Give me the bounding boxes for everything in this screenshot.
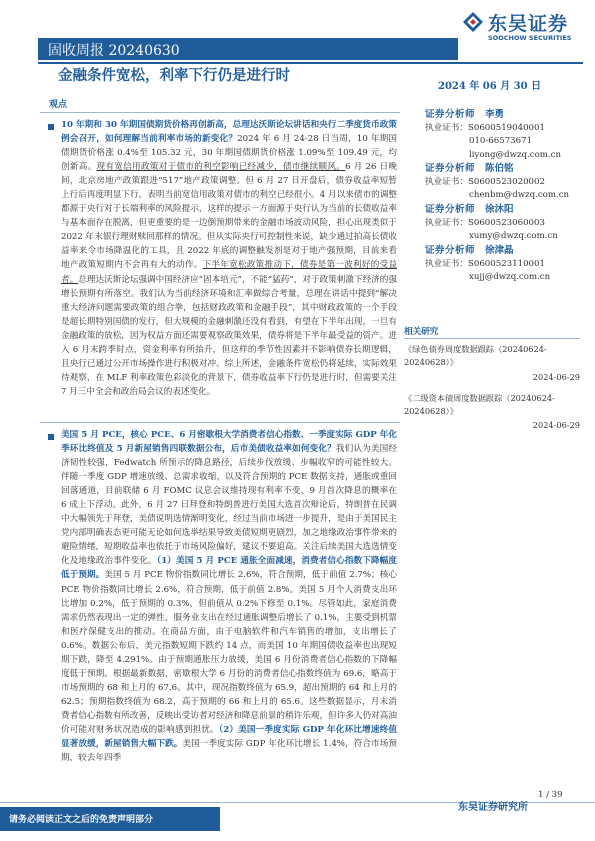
company-logo	[462, 7, 580, 49]
cert-label: 执业证书：	[425, 218, 468, 229]
related-divider	[404, 338, 580, 339]
cert-label: 执业证书：	[425, 177, 468, 188]
analyst-email[interactable]: xumy@dwzq.com.cn	[469, 231, 558, 242]
bullet-icon	[48, 124, 54, 130]
paragraph-1-text-c: 总理达沃斯论坛强调中国经济应“固本培元”，不能“猛药”，对于政策刺激下经济的强增长预期有所落空。我们认为当前经济环境和汇率做综合考量，总理在讲话中提到“解决重大经济问题需要政策的组合拳，包括财政政策和金融手段”，其中财政政策的一个手段是超长期特别国债的发行，但大规模的金融刺激还没有看到，有望在下半年出现，一旦有金融政策的放松，因为权益方面还需要观察政策效果，债券将是下半年最受益的资产。进入 6 月末跨季时点，资金利率有所抬升，但这样的季节性因素并不影响债券长期逻辑，且央行已通过公开市场操作进行积极对冲。综上所述，金融条件宽松仍将延续，实际效果待观察，在 MLF 利率政策色彩淡化的背景下，债券收益率下行仍是进行时，但需要关注 7 月三中全会和政治局会议的表述变化。	[61, 274, 397, 397]
analyst-email[interactable]: liyong@dwzq.com.cn	[469, 149, 561, 160]
analyst-role: 证券分析师	[425, 204, 476, 215]
analyst-role: 证券分析师	[425, 245, 476, 256]
bullet-icon	[48, 434, 54, 440]
related-report-date: 2024-06-29	[532, 420, 580, 430]
analyst-phone: 010-66573671	[469, 136, 533, 147]
report-date: 2024 年 06 月 30 日	[438, 81, 542, 92]
disclaimer-text[interactable]: 请务必阅读正文之后的免责声明部分	[9, 815, 154, 825]
paragraph-2-text-b: 美国 5 月 PCE 物价指数同比增长 2.6%，符合预期，低于前值 2.7%；核心 PCE 物价指数同比增长 2.6%，符合预期，低于前值 2.8%。美国 5 月个人消费支出环比增加 0.2%，低于预期的 0.3%，但前值从 0.2%下修至 0.1%。尽管如此，家庭消费需求仍然表现出一定的弹性，服务业支出在经过通胀调整后增长了 0.1%，主要受到机票和医疗保健支出的推动。在商品方面，由于电脑软件和汽车销售的增加，支出增长了 0.6%。数据公布后，美元指数短期下跌约 14 点，而美国 10 年期国债收益率也出现短期下跌，降至 4.291%。由于预期通胀压力放缓，美国 6 月份消费者信心指数的下降幅度低于预期。根据最新数据，密歇根大学 6 月份的消费者信心指数终值为 69.6，略高于市场预期的 68 和上月的 67.6。其中，现况指数终值为 65.9，超出预期的 64 和上月的 62.5；预期指数终值为 68.2，高于预期的 66 和上月的 65.6。这些数据显示，月末消费者信心指数有所改善，反映出受访者对经济和降息前景的稍许乐观，但许多人仍对高油价可能对财务状况造成的影响感到担忧。	[61, 570, 397, 735]
paragraph-1-emphasis-b: 下半年宽松政策推动下，债券是第一波利好的受益者。	[61, 260, 397, 285]
cert-label: 执业证书：	[425, 259, 468, 270]
analyst-card	[425, 108, 575, 162]
analyst-email[interactable]: chenbm@dwzq.com.cn	[469, 190, 570, 201]
paragraph-2-subhead-1: （1）美国 5 月 PCE 通胀全面减速，消费者信心指数下降幅度低于预期。	[61, 556, 397, 581]
body-paragraph-1	[61, 118, 397, 418]
cert-label: 执业证书：	[425, 123, 468, 134]
paragraph-1-lead: 10 年期和 30 年期国债期货价格再创新高，总理达沃斯论坛讲话和央行二季度货币政策例会召开，如何理解当前利率市场的新变化？	[61, 120, 397, 145]
report-type-label: 固收周报 20240630	[48, 43, 180, 59]
section-heading: 观点	[49, 100, 68, 110]
body-paragraph-2	[61, 428, 397, 786]
analyst-role: 证券分析师	[425, 109, 476, 120]
analyst-name: 徐沐阳	[485, 204, 514, 215]
analyst-email[interactable]: xujj@dwzq.com.cn	[469, 272, 551, 283]
paragraph-2-subhead-2: （2）美国一季度实际 GDP 年化环比增速终值显著放缓，新屋销售大幅下跌。	[61, 724, 397, 750]
analyst-name: 徐津晶	[485, 245, 514, 256]
report-title: 金融条件宽松，利率下行仍是进行时	[58, 67, 290, 84]
analyst-cert: S0600523060003	[467, 218, 545, 229]
paragraph-divider	[40, 422, 400, 423]
related-report-link[interactable]: 《二级资本债周度数据跟踪（20240624-20240628）》	[404, 393, 555, 416]
analyst-name: 李勇	[485, 109, 505, 120]
related-research-heading: 相关研究	[404, 327, 439, 337]
paragraph-2-text-a: 我们认为美国经济韧性较强，Fedwatch 所预示的降息路径，后续步伐放缓、步幅收窄的可能性较大。伴随一季度 GDP 增速放缓、总需求收缩，以及符合预期的 PCE 数据支持，通胀或重回回落通道，目前联储 6 月 FOMC 议息会议维持现有利率不变，9 月首次降息的概率在 6 成上下浮动。此外，6 月 27 日拜登和特朗普进行美国大选首次辩论后，特朗普在民调中大幅领先于拜登，美债说明选情渐明变化，经过当前市场进一步提升，是由于美国民主党内部明确表态更可能无论如何选举结果导致美债短期更剧烈，加之地缘政治事件带来的避险情绪，短期收益率也依托于市场风险偏好，建议不要追高。关注后续美国大选选情变化及地缘政治事件变化。	[61, 444, 397, 567]
footer-company: 东吴证券研究所	[458, 802, 528, 813]
paragraph-1-text-a: 2024 年 6 月 24-28 日当周，10 年期国债期货价格涨 0.4%至 105.32 元，30 年期国债期货价格涨 1.09%至 109.49 元，均创新高。	[61, 134, 397, 173]
related-report-link[interactable]: 《绿色债券周度数据跟踪（20240624-20240628）》	[404, 344, 547, 367]
related-report-date: 2024-06-29	[532, 372, 580, 382]
analyst-card	[425, 203, 575, 244]
logo-mark-icon	[462, 11, 484, 33]
analyst-cert: S0600523110001	[467, 259, 545, 270]
analyst-cert: S0600523020002	[467, 177, 545, 188]
paragraph-1-emphasis-a: 现有宽信用政策对于债市的利空影响已经减少，债市继续顺风。	[96, 162, 346, 173]
logo-name-en: SOOCHOW SECURITIES	[488, 34, 572, 42]
analyst-role: 证券分析师	[425, 163, 476, 174]
page-number: 1 / 39	[538, 790, 563, 800]
paragraph-1-text-b: 6 月 26 日晚间，北京房地产政策跟进“517”地产政策调整。但 6 月 27 日开盘后，债券收益率短暂上行后再度明显下行，表明当前宽信用政策对债市的利空已经很小。4 月以来债市的调整都源于央行对于长端利率的风险提示，这样的提示一方面源于央行认为当前的长债收益率与基本面存在脱离，但更重要的是一边倒预期带来的金融市场波动风险，担心出现类似于 2022 年末银行理财赎回那样的情况。但从实际央行可控制性来说，缺少通过拍高长债收益率来令市场降温化的工具，且 2022 年底的调整触发剂是对于地产强预期，目前来看地产政策短期内不会再有大的动作。	[61, 162, 397, 271]
paragraph-2-lead: 美国 5 月 PCE，核心 PCE、6 月密歇根大学消费者信心指数、一季度实际 GDP 年化季环比终值及 5 月新屋销售四联数据公布，后市美债收益率如何变化？	[61, 430, 397, 455]
analyst-name: 陈伯铭	[485, 163, 514, 174]
paragraph-2-text-c: 美国一季度实际 GDP 年化环比增长 1.4%，符合市场预期，较去年四季	[61, 739, 397, 764]
analyst-card	[425, 244, 575, 285]
section-divider	[40, 112, 400, 113]
logo-name-cn: 东吴证券	[488, 13, 569, 35]
analyst-card	[425, 162, 575, 203]
analyst-cert: S0600519040001	[467, 123, 545, 134]
